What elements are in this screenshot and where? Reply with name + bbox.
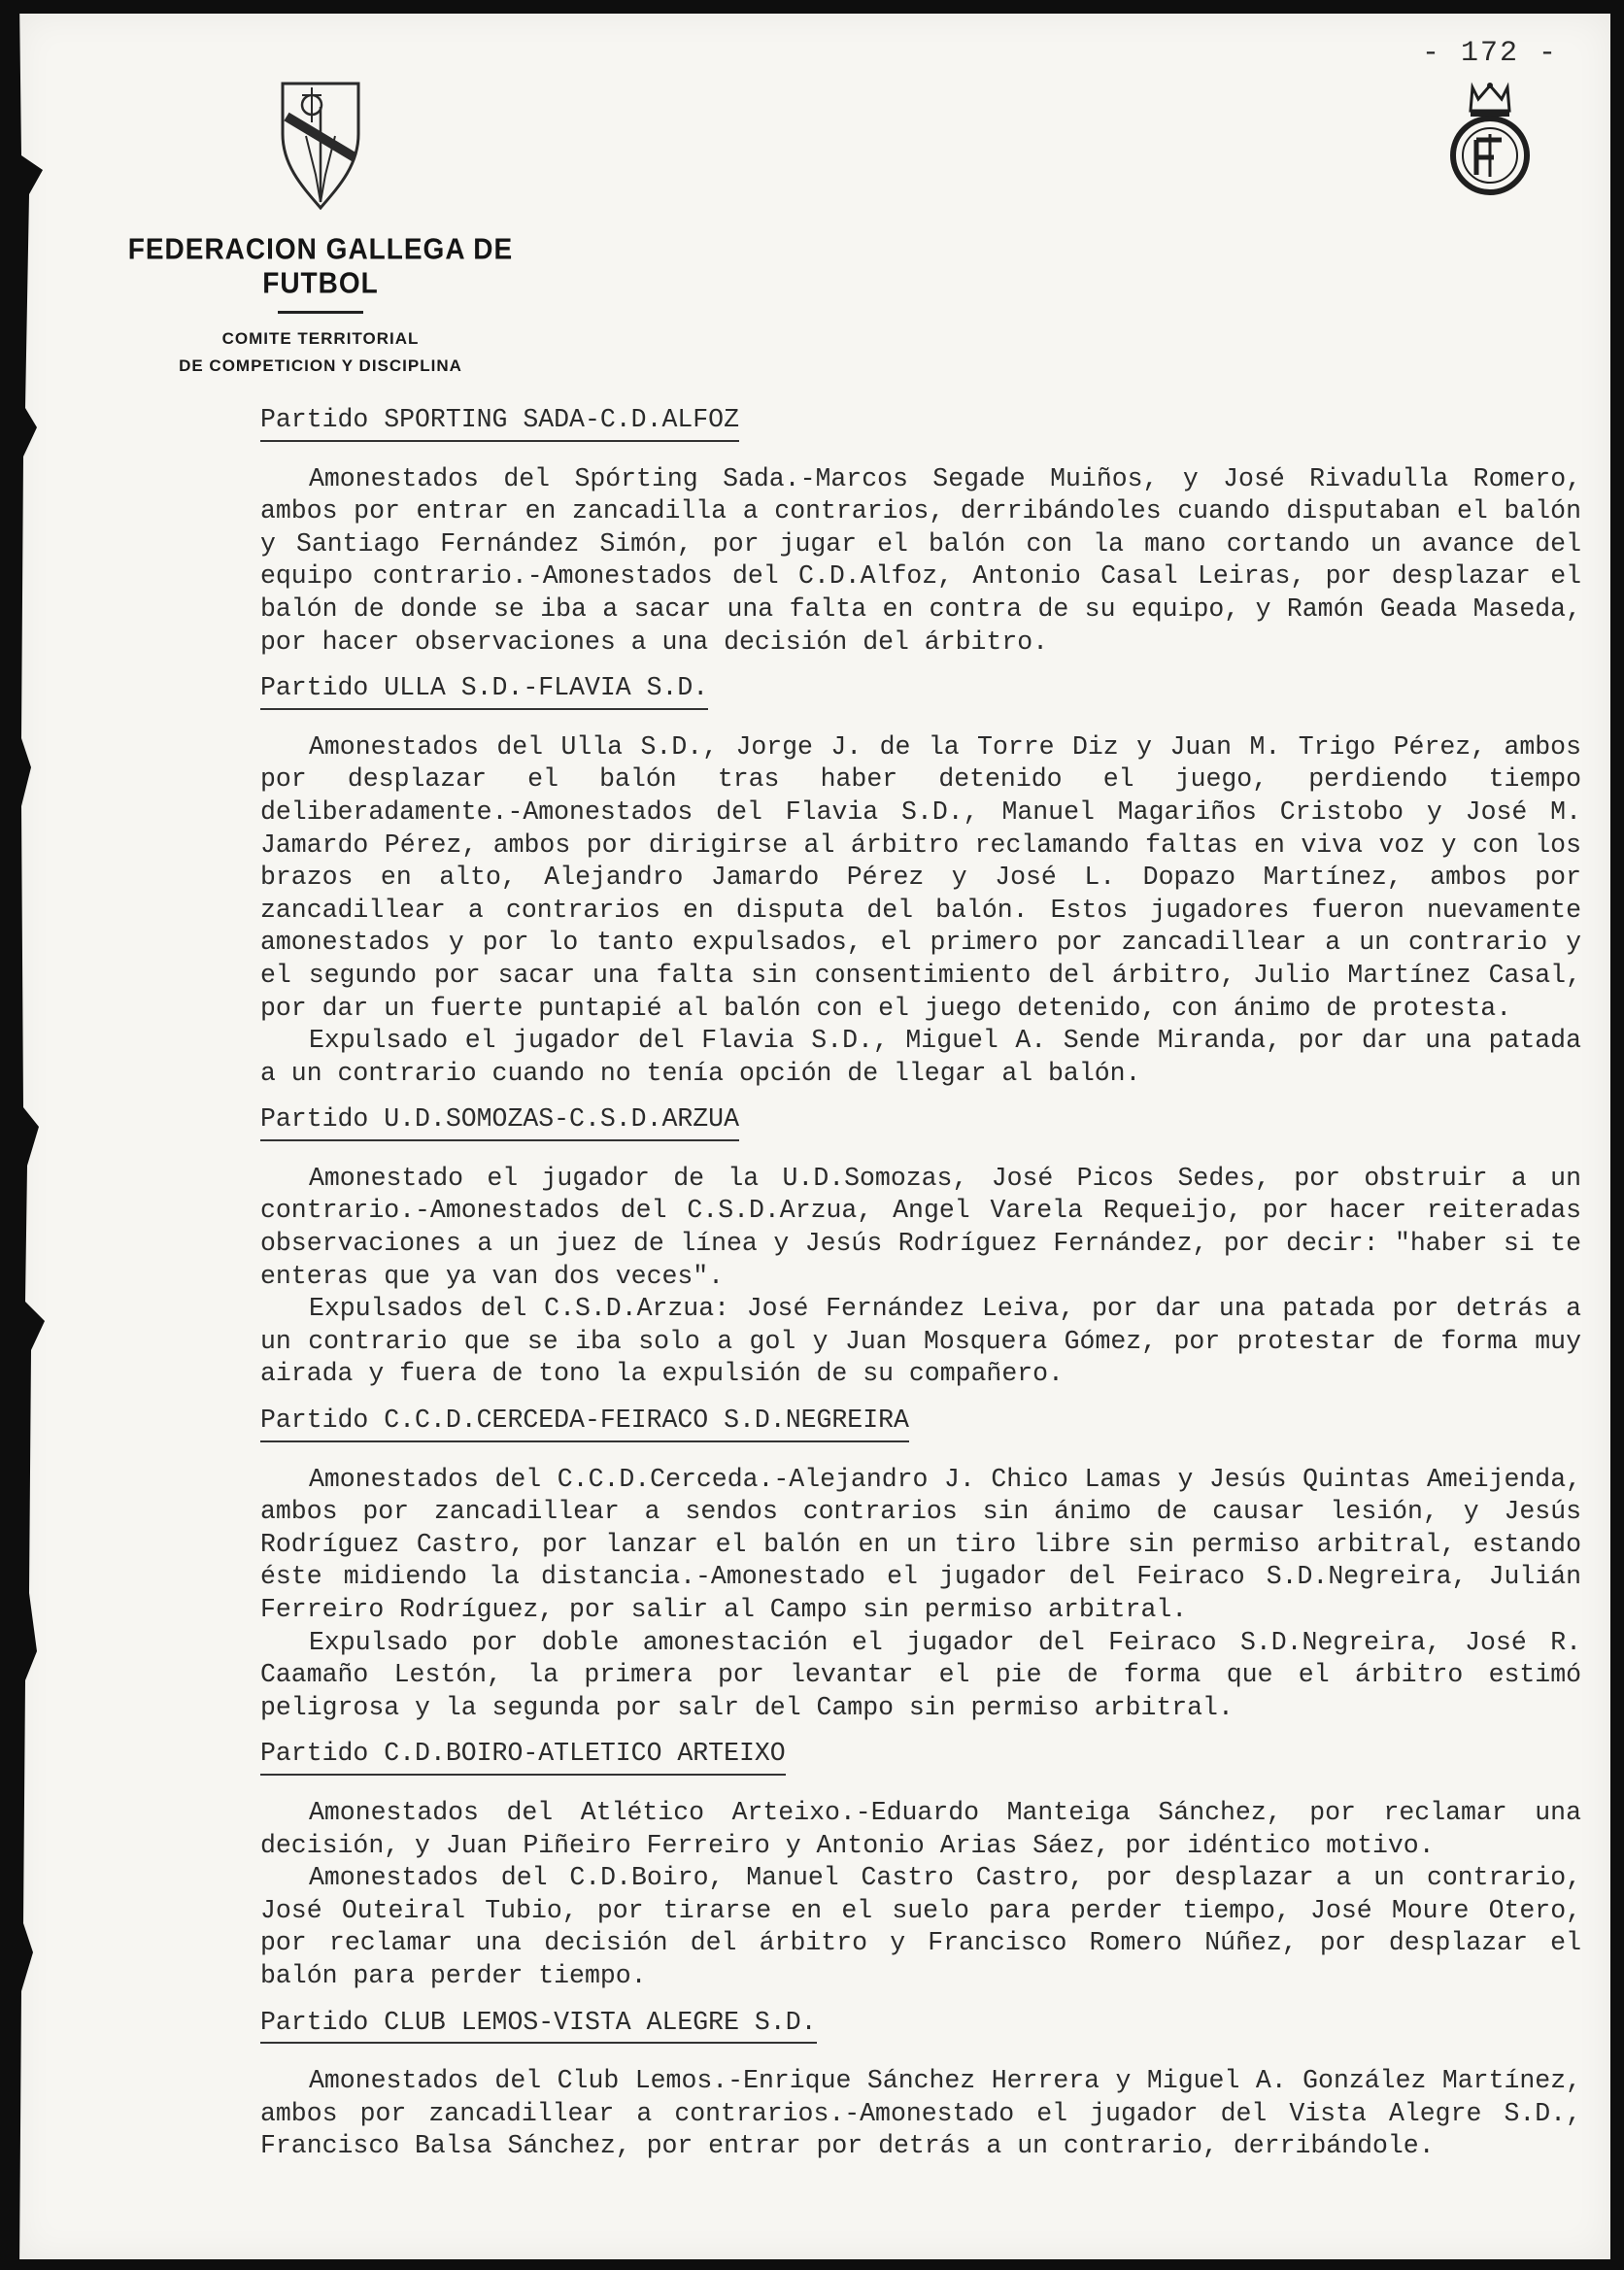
royal-federation-crown-emblem-icon xyxy=(1443,80,1537,196)
match-section-lemos-vista-alegre xyxy=(260,2007,1581,2163)
match-paragraph: Expulsados del C.S.D.Arzua: José Fernández Leiva, por dar una patada por detrás a un contrario que se iba solo a gol y Juan Mosquera Gómez, por protestar de forma muy airada y fuera de tono la expulsión de su compañero. xyxy=(260,1294,1581,1389)
match-title: Partido CLUB LEMOS-VISTA ALEGRE S.D. xyxy=(260,2007,817,2045)
match-paragraph: Expulsado el jugador del Flavia S.D., Miguel A. Sende Miranda, por dar una patada a un contrario cuando no tenía opción de llegar al balón. xyxy=(260,1026,1581,1088)
torn-edge-decoration xyxy=(0,0,58,2270)
committee-line-2: DE COMPETICION Y DISCIPLINA xyxy=(179,356,462,375)
match-section-cerceda-negreira xyxy=(260,1405,1581,1724)
match-paragraph: Amonestados del Atlético Arteixo.-Eduardo Manteiga Sánchez, por reclamar una decisión, y Juan Piñeiro Ferreiro y Antonio Arias Sáez, por idéntico motivo. xyxy=(260,1797,1581,1860)
match-paragraph: Amonestados del Ulla S.D., Jorge J. de la Torre Diz y Juan M. Trigo Pérez, ambos por desplazar el balón tras haber detenido el juego, perdiendo tiempo deliberadamente.-Amonestados del Flavia S.D., Manuel Magariños Cristobo y José M. Jamardo Pérez, ambos por dirigirse al árbitro reclamando faltas en viva voz y con los brazos en alto, Alejandro Jamardo Pérez y José L. Dopazo Martínez, ambos por zancadillear a contrarios en disputa del balón. Estos jugadores fueron nuevamente amonestados y por lo tanto expulsados, el primero por zancadillear a un contrario y el segundo por sacar una falta sin consentimiento del árbitro, Julio Martínez Casal, por dar un fuerte puntapié al balón con el juego detenido, con ánimo de protesta. xyxy=(260,731,1581,1023)
match-title: Partido C.D.BOIRO-ATLETICO ARTEIXO xyxy=(260,1738,786,1776)
letterhead xyxy=(107,78,534,380)
match-title: Partido U.D.SOMOZAS-C.S.D.ARZUA xyxy=(260,1103,739,1141)
match-section-ulla-flavia xyxy=(260,672,1581,1090)
match-paragraph: Amonestados del C.C.D.Cerceda.-Alejandro J. Chico Lamas y Jesús Quintas Ameijenda, ambos por zancadillear a sendos contrarios sin ánimo de causar lesión, y Jesús Rodríguez Castro, por lanzar el balón en un tiro libre sin permiso arbitral, estando éste midiendo la distancia.-Amonestado el jugador del Feiraco S.D.Negreira, Julián Ferreiro Rodríguez, por salir al Campo sin permiso arbitral. xyxy=(260,1464,1581,1624)
match-section-somozas-arzua xyxy=(260,1103,1581,1391)
page-number: - 172 - xyxy=(1421,37,1558,70)
federation-name: FEDERACION GALLEGA DE FUTBOL xyxy=(127,231,514,300)
match-paragraph: Amonestado el jugador de la U.D.Somozas, José Picos Sedes, por obstruir a un contrario.-Amonestados del C.S.D.Arzua, Angel Varela Requeijo, por hacer reiteradas observaciones a un juez de línea y Jesús Rodríguez Fernández, por decir: "haber si te enteras que ya van dos veces". xyxy=(260,1163,1581,1291)
match-paragraph: Amonestados del C.D.Boiro, Manuel Castro Castro, por desplazar a un contrario, José Outeiral Tubio, por tirarse en el suelo para perder tiempo, José Moure Otero, por reclamar una decisión del árbitro y Francisco Romero Núñez, por desplazar el balón para perder tiempo. xyxy=(260,1863,1581,1990)
letterhead-divider xyxy=(278,311,363,314)
match-section-sporting-sada-alfoz xyxy=(260,404,1581,659)
match-title: Partido ULLA S.D.-FLAVIA S.D. xyxy=(260,672,708,710)
match-paragraph: Amonestados del Spórting Sada.-Marcos Segade Muiños, y José Rivadulla Romero, ambos por entrar en zancadilla a contrarios, derribándoles cuando disputaban el balón y Santiago Fernández Simón, por jugar el balón con la mano cortando un avance del equipo contrario.-Amonestados del C.D.Alfoz, Antonio Casal Leiras, por desplazar el balón de donde se iba a sacar una falta en contra de su equipo, y Ramón Geada Maseda, por hacer observaciones a una decisión del árbitro. xyxy=(260,463,1581,657)
match-paragraph: Amonestados del Club Lemos.-Enrique Sánchez Herrera y Miguel A. González Martínez, ambos por zancadillear a contrarios.-Amonestado el jugador del Vista Alegre S.D., Francisco Balsa Sánchez, por entrar por detrás a un contrario, derribándole. xyxy=(260,2066,1581,2161)
match-section-boiro-arteixo xyxy=(260,1738,1581,1992)
document-body xyxy=(260,404,1581,2163)
galician-federation-shield-icon xyxy=(277,78,364,214)
match-title: Partido SPORTING SADA-C.D.ALFOZ xyxy=(260,404,739,442)
match-paragraph: Expulsado por doble amonestación el jugador del Feiraco S.D.Negreira, José R. Caamaño Lestón, la primera por levantar el pie de forma que el árbitro estimó peligrosa y la segunda por salr del Campo sin permiso arbitral. xyxy=(260,1627,1581,1722)
match-title: Partido C.C.D.CERCEDA-FEIRACO S.D.NEGREIRA xyxy=(260,1405,909,1442)
committee-line-1: COMITE TERRITORIAL xyxy=(221,329,420,348)
